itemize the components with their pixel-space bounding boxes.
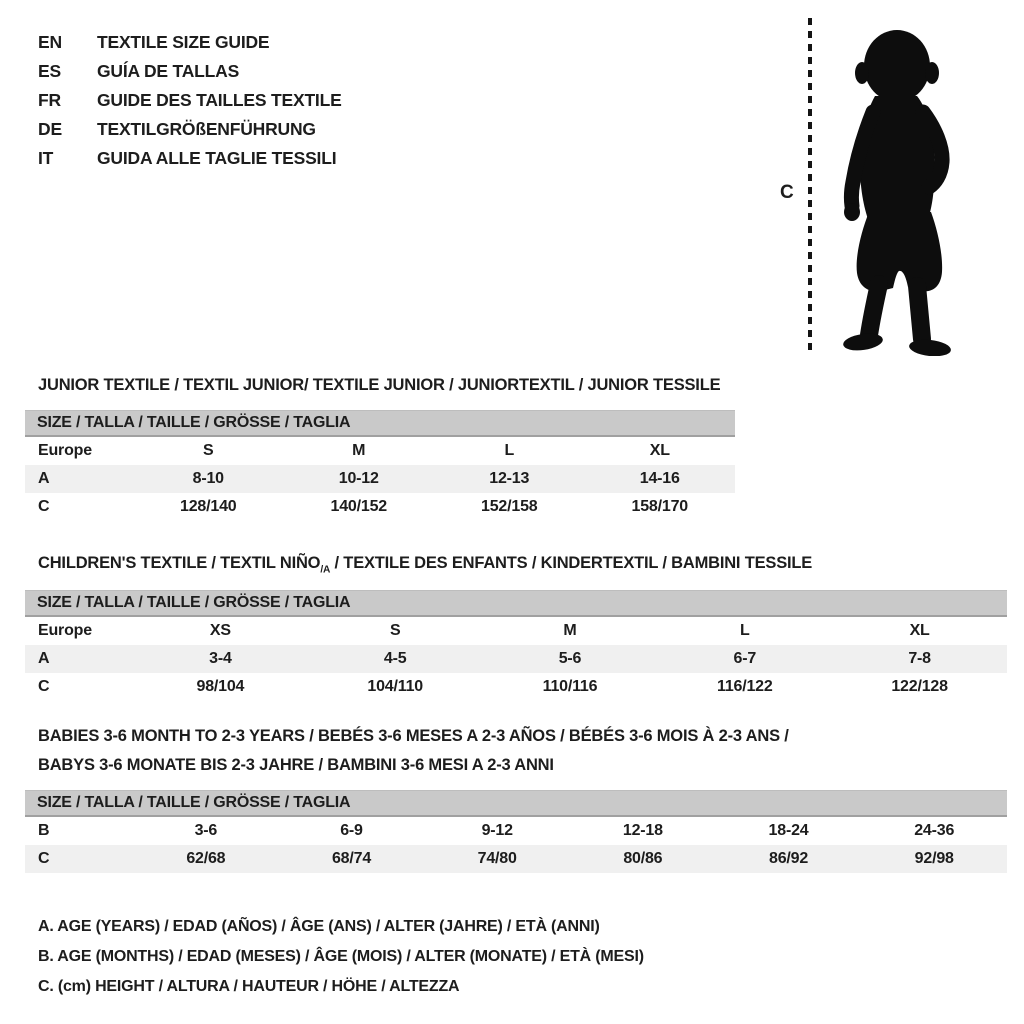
table-row — [25, 817, 1007, 845]
children-size-table — [25, 590, 1007, 701]
row-label: A — [38, 470, 50, 487]
table-cell: S — [203, 442, 214, 459]
language-row — [38, 115, 342, 144]
table-cell: 98/104 — [196, 678, 245, 695]
row-label: Europe — [38, 442, 92, 459]
table-cell: 5-6 — [558, 650, 582, 667]
children-title-subscript: /A — [320, 564, 331, 576]
table-cell: 80/86 — [623, 850, 663, 867]
table-cell: 6-9 — [340, 822, 363, 839]
table-row — [25, 673, 1007, 701]
row-label: C — [38, 850, 50, 867]
table-cell: 12-13 — [489, 470, 530, 487]
table-row — [25, 617, 1007, 645]
table-cell: 6-7 — [733, 650, 757, 667]
table-cell: 158/170 — [631, 498, 688, 515]
language-label: GUIDE DES TAILLES TEXTILE — [97, 90, 342, 110]
table-cell: S — [389, 622, 401, 639]
row-label: B — [38, 822, 50, 839]
children-title-text: CHILDREN'S TEXTILE / TEXTIL NIÑO — [38, 554, 321, 572]
table-header: SIZE / TALLA / TAILLE / GRÖSSE / TAGLIA — [25, 790, 1007, 817]
language-label: GUIDA ALLE TAGLIE TESSILI — [97, 148, 337, 168]
language-code: DE — [38, 119, 62, 139]
table-cell: 14-16 — [639, 470, 680, 487]
height-figure — [772, 10, 982, 362]
table-cell: 122/128 — [891, 678, 948, 695]
table-cell: 9-12 — [481, 822, 513, 839]
language-row — [38, 144, 342, 173]
table-row — [25, 493, 735, 521]
table-cell: M — [563, 622, 577, 639]
table-cell: M — [352, 442, 366, 459]
legend-line-c: C. (cm) HEIGHT / ALTURA / HAUTEUR / HÖHE / ALTEZZA — [38, 978, 460, 995]
language-label: TEXTILGRÖßENFÜHRUNG — [97, 119, 316, 139]
row-label: Europe — [38, 622, 92, 639]
table-row — [25, 845, 1007, 873]
language-list — [38, 28, 342, 173]
table-cell: XL — [649, 442, 670, 459]
table-cell: 140/152 — [330, 498, 387, 515]
babies-size-table — [25, 790, 1007, 873]
junior-section-title: JUNIOR TEXTILE / TEXTIL JUNIOR/ TEXTILE JUNIOR / JUNIORTEXTIL / JUNIOR TESSILE — [38, 376, 721, 394]
table-cell: L — [740, 622, 750, 639]
babies-title-line2: BABYS 3-6 MONATE BIS 2-3 JAHRE / BAMBINI 3-6 MESI A 2-3 ANNI — [38, 756, 554, 774]
junior-size-table — [25, 410, 735, 521]
table-cell: 116/122 — [717, 678, 773, 695]
table-cell: 74/80 — [477, 850, 517, 867]
language-label: GUÍA DE TALLAS — [97, 61, 240, 81]
babies-section-title — [38, 722, 789, 780]
language-code: EN — [38, 32, 62, 52]
table-cell: 24-36 — [914, 822, 955, 839]
table-cell: 86/92 — [769, 850, 809, 867]
language-code: IT — [38, 148, 54, 168]
table-header: SIZE / TALLA / TAILLE / GRÖSSE / TAGLIA — [25, 590, 1007, 617]
table-cell: 4-5 — [383, 650, 407, 667]
table-cell: 92/98 — [914, 850, 954, 867]
legend-line-b: B. AGE (MONTHS) / EDAD (MESES) / ÂGE (MOIS) / ALTER (MONATE) / ETÀ (MESI) — [38, 948, 644, 965]
table-header: SIZE / TALLA / TAILLE / GRÖSSE / TAGLIA — [25, 410, 735, 437]
table-row — [25, 437, 735, 465]
table-cell: 10-12 — [338, 470, 379, 487]
table-cell: 18-24 — [768, 822, 809, 839]
height-measure-label: C — [780, 182, 794, 203]
table-cell: 8-10 — [192, 470, 224, 487]
table-cell: XL — [909, 622, 930, 639]
table-cell: 104/110 — [367, 678, 423, 695]
table-row — [25, 645, 1007, 673]
children-title-text: / TEXTILE DES ENFANTS / KINDERTEXTIL / BAMBINI TESSILE — [330, 554, 813, 572]
language-code: FR — [38, 90, 61, 110]
babies-title-line1: BABIES 3-6 MONTH TO 2-3 YEARS / BEBÉS 3-6 MESES A 2-3 AÑOS / BÉBÉS 3-6 MOIS À 2-3 ANS / — [38, 727, 789, 745]
table-row — [25, 465, 735, 493]
language-label: TEXTILE SIZE GUIDE — [97, 32, 270, 52]
legend-line-a: A. AGE (YEARS) / EDAD (AÑOS) / ÂGE (ANS) / ALTER (JAHRE) / ETÀ (ANNI) — [38, 918, 600, 935]
language-code: ES — [38, 61, 61, 81]
row-label: C — [38, 678, 50, 695]
table-cell: 3-6 — [194, 822, 218, 839]
measurement-legend — [38, 912, 644, 1002]
language-row — [38, 57, 342, 86]
table-cell: 110/116 — [542, 678, 598, 695]
children-section-title — [38, 549, 812, 584]
height-dotted-line — [808, 18, 812, 356]
table-cell: 3-4 — [209, 650, 232, 667]
toddler-silhouette-icon — [824, 16, 970, 356]
language-row — [38, 28, 342, 57]
row-label: C — [38, 498, 50, 515]
table-cell: 152/158 — [481, 498, 538, 515]
table-cell: 62/68 — [186, 850, 226, 867]
table-cell: 12-18 — [622, 822, 663, 839]
table-cell: XS — [209, 622, 231, 639]
language-row — [38, 86, 342, 115]
table-cell: 128/140 — [180, 498, 237, 515]
table-cell: 7-8 — [908, 650, 931, 667]
row-label: A — [38, 650, 50, 667]
table-cell: 68/74 — [331, 850, 372, 867]
table-cell: L — [504, 442, 515, 459]
